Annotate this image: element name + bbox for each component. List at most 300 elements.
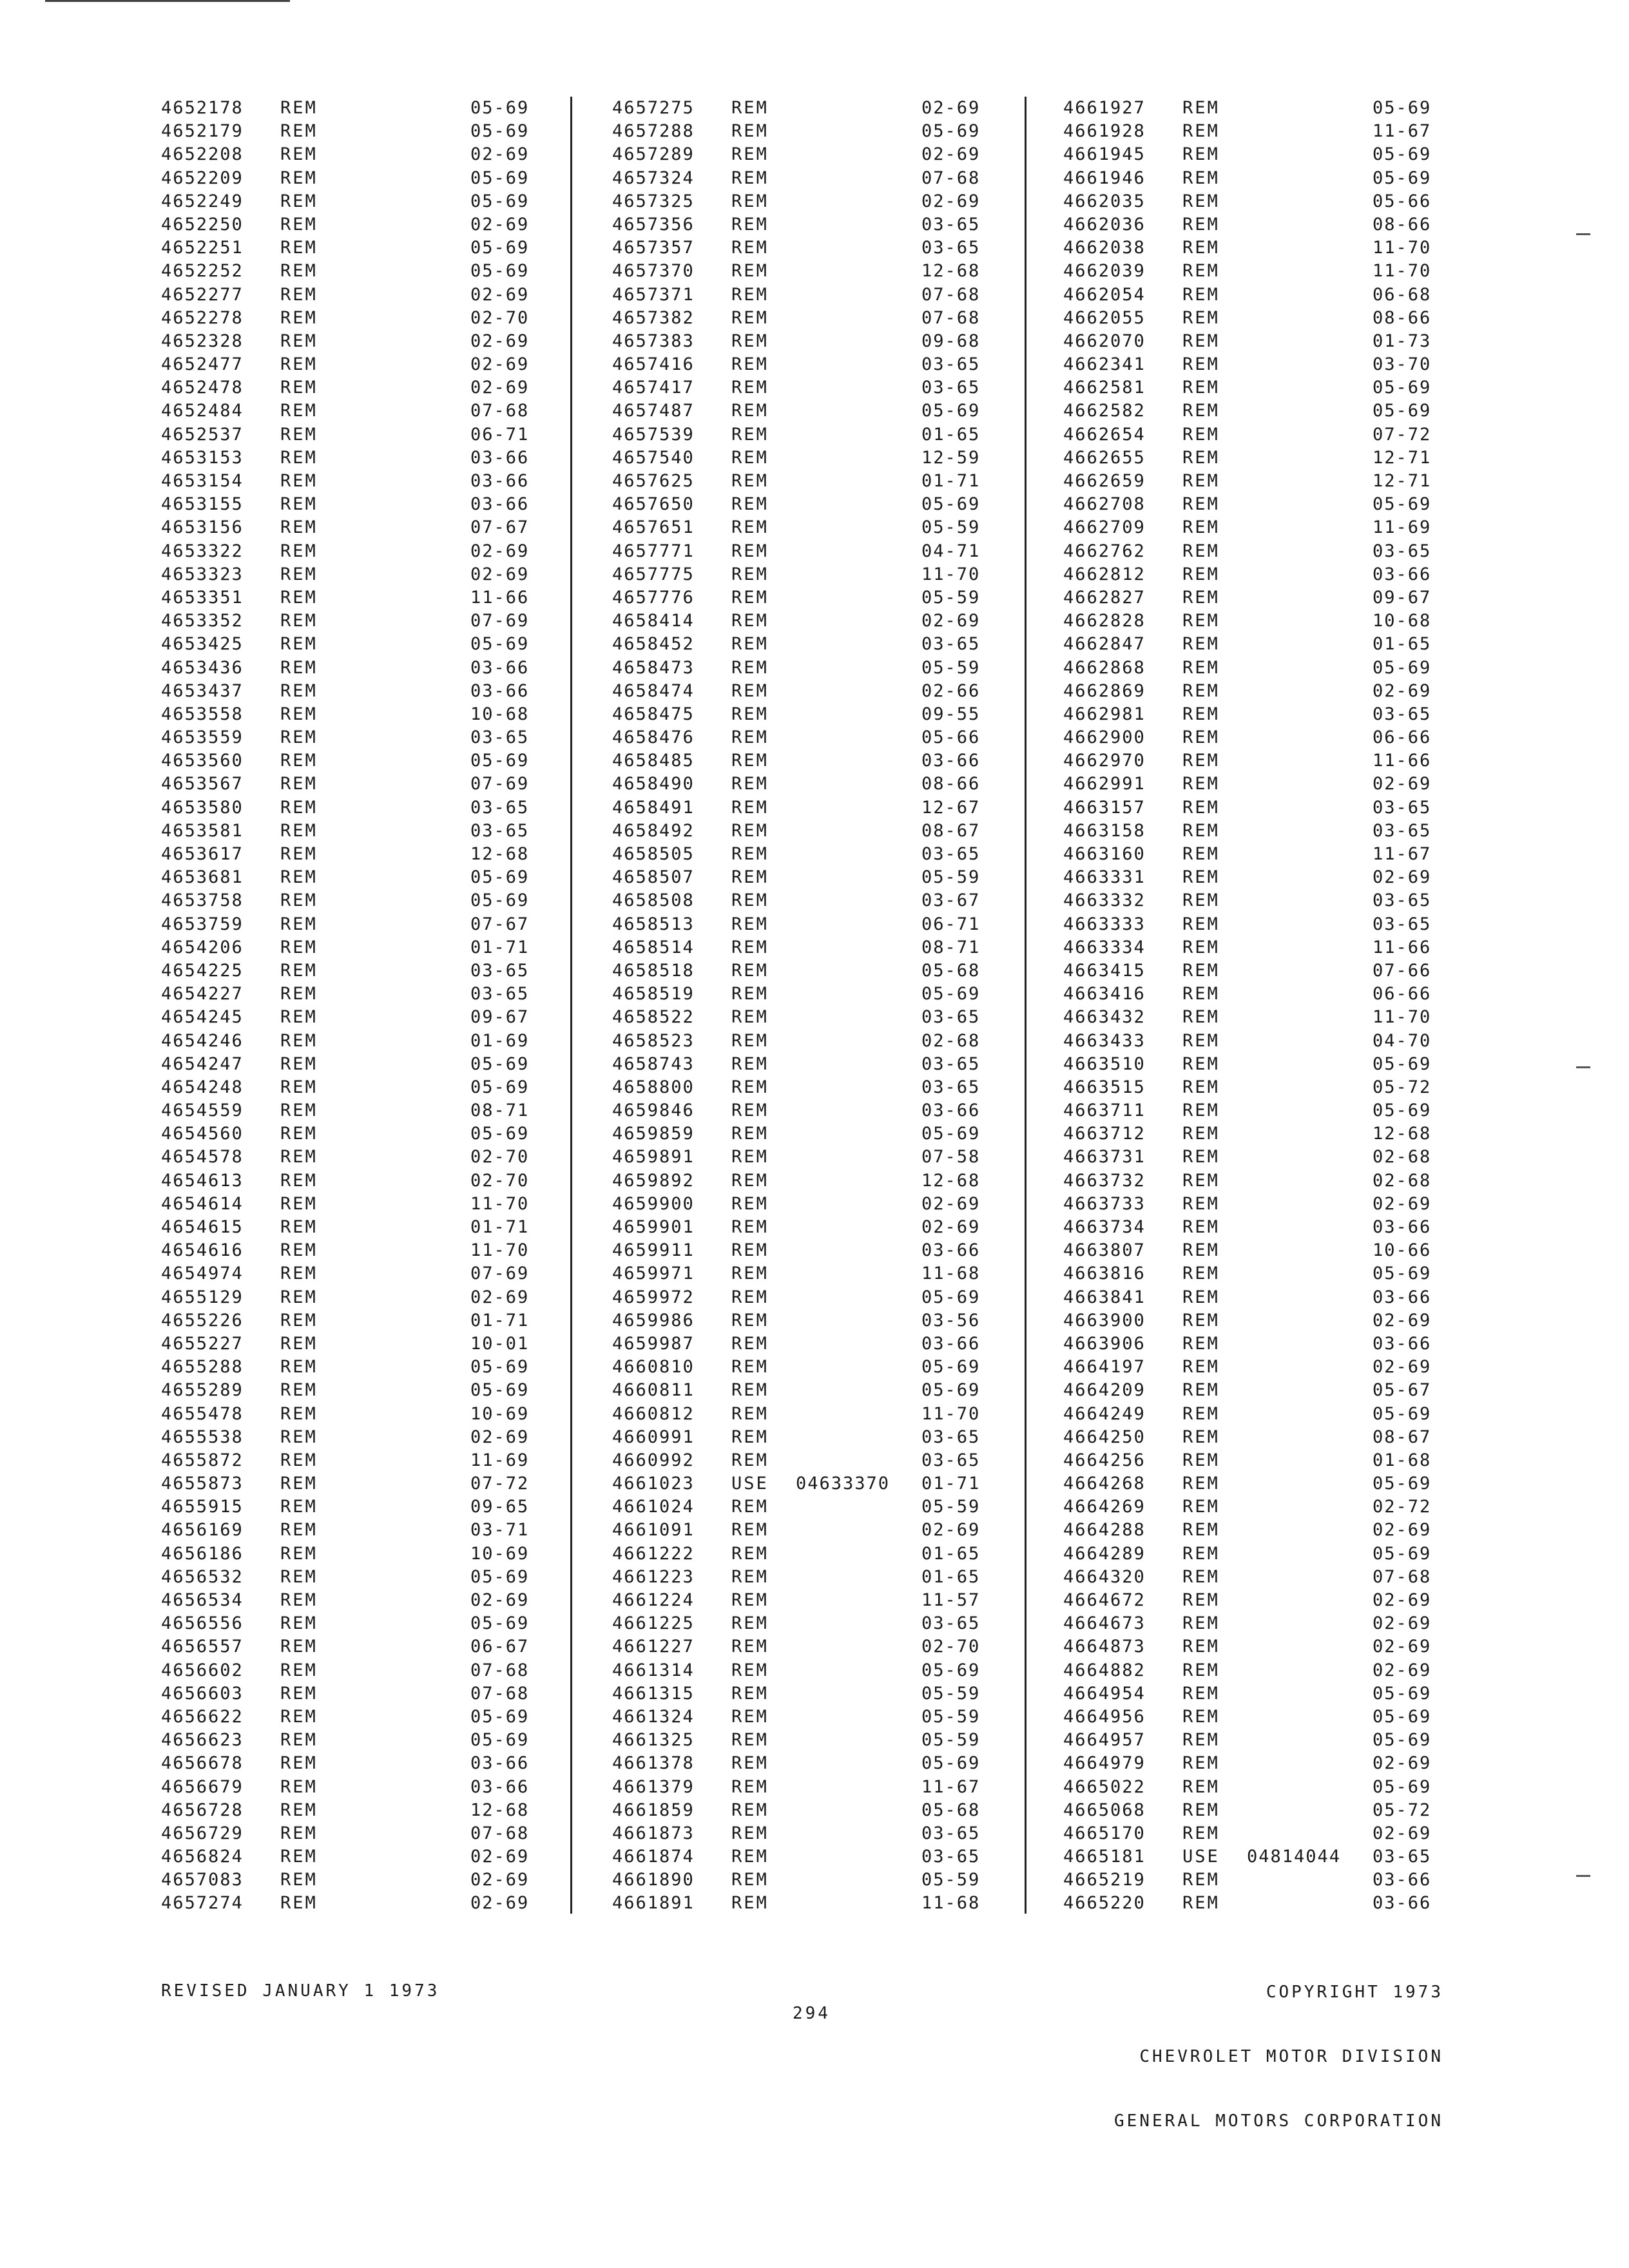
part-part: 4656679 [161, 1776, 244, 1797]
part-date: 05-69 [470, 1613, 530, 1634]
part-code: REM [280, 541, 318, 561]
part-part: 4654225 [161, 960, 244, 981]
part-part: 4658491 [612, 797, 695, 818]
part-part: 4657274 [161, 1893, 244, 1914]
part-code: REM [1182, 1100, 1220, 1121]
part-part: 4664882 [1063, 1660, 1146, 1680]
part-part: 4663334 [1063, 937, 1146, 957]
part-part: 4657416 [612, 354, 695, 375]
part-part: 4665181 [1063, 1847, 1146, 1867]
part-code: REM [731, 1870, 769, 1890]
part-date: 05-69 [921, 1660, 981, 1680]
part-code: REM [1182, 1706, 1220, 1727]
part-row [1063, 1589, 1482, 1612]
part-part: 4662054 [1063, 284, 1146, 305]
part-part: 4656534 [161, 1590, 244, 1610]
part-code: REM [1182, 1124, 1220, 1144]
part-row [161, 1099, 580, 1122]
part-date: 02-69 [1373, 680, 1432, 701]
part-date: 07-68 [470, 1823, 530, 1843]
part-row [1063, 399, 1482, 423]
part-code: REM [280, 1776, 318, 1797]
part-code: REM [1182, 284, 1220, 305]
part-part: 4661378 [612, 1753, 695, 1774]
part-date: 05-69 [1373, 1100, 1432, 1121]
part-part: 4662654 [1063, 424, 1146, 445]
part-code: REM [731, 1193, 769, 1214]
part-date: 01-65 [921, 1543, 981, 1564]
part-date: 02-68 [921, 1030, 981, 1051]
part-row [612, 1216, 1031, 1239]
part-date: 01-69 [470, 1030, 530, 1051]
part-row [612, 749, 1031, 773]
part-row [612, 1332, 1031, 1356]
part-part: 4662827 [1063, 587, 1146, 608]
part-row [161, 1706, 580, 1729]
part-date: 07-72 [470, 1474, 530, 1494]
part-code: REM [280, 517, 318, 538]
part-date: 02-69 [1373, 1753, 1432, 1774]
part-code: REM [280, 1030, 318, 1051]
part-part: 4663734 [1063, 1217, 1146, 1237]
part-code: REM [1182, 1474, 1220, 1494]
part-code: REM [731, 1403, 769, 1424]
part-part: 4665219 [1063, 1870, 1146, 1890]
part-code: REM [1182, 564, 1220, 584]
part-date: 02-69 [470, 354, 530, 375]
part-date: 04-70 [1373, 1030, 1432, 1051]
part-code: REM [731, 1170, 769, 1191]
part-part: 4657776 [612, 587, 695, 608]
part-row [612, 1099, 1031, 1122]
part-row [1063, 703, 1482, 726]
part-date: 11-67 [921, 1776, 981, 1797]
part-code: REM [1182, 424, 1220, 445]
part-part: 4660812 [612, 1403, 695, 1424]
scan-edge-mark [45, 0, 290, 2]
part-part: 4661946 [1063, 168, 1146, 188]
copyright-line: CHEVROLET MOTOR DIVISION [1139, 2047, 1443, 2066]
part-date: 03-56 [921, 1310, 981, 1331]
part-code: REM [280, 1543, 318, 1564]
part-code: REM [1182, 611, 1220, 631]
part-date: 05-69 [1373, 144, 1432, 165]
part-part: 4652250 [161, 214, 244, 235]
part-code: REM [1182, 774, 1220, 794]
part-part: 4658476 [612, 727, 695, 748]
part-row [1063, 563, 1482, 586]
part-code: REM [731, 1380, 769, 1401]
part-date: 03-65 [921, 378, 981, 398]
part-part: 4665022 [1063, 1776, 1146, 1797]
part-date: 03-65 [921, 1450, 981, 1470]
part-row [612, 330, 1031, 353]
part-part: 4658505 [612, 844, 695, 864]
part-code: REM [280, 1847, 318, 1867]
part-row [161, 330, 580, 353]
part-row [612, 1472, 1031, 1495]
part-part: 4662708 [1063, 494, 1146, 515]
part-row [161, 167, 580, 190]
part-date: 02-69 [921, 611, 981, 631]
part-date: 09-67 [1373, 587, 1432, 608]
part-row [612, 936, 1031, 959]
part-code: REM [731, 1683, 769, 1704]
part-date: 08-67 [1373, 1427, 1432, 1447]
part-code: REM [1182, 844, 1220, 864]
part-date: 05-69 [921, 984, 981, 1004]
part-row [1063, 1892, 1482, 1915]
part-code: REM [280, 1800, 318, 1820]
part-date: 08-66 [1373, 214, 1432, 235]
part-row [1063, 1076, 1482, 1099]
part-row [1063, 1239, 1482, 1262]
part-date: 05-69 [1373, 1730, 1432, 1751]
part-date: 02-69 [470, 564, 530, 584]
part-row [612, 213, 1031, 236]
part-row [612, 1589, 1031, 1612]
part-date: 09-67 [470, 1007, 530, 1028]
part-code: REM [731, 354, 769, 375]
part-date: 04-71 [921, 541, 981, 561]
part-part: 4652478 [161, 378, 244, 398]
part-code: REM [280, 238, 318, 258]
part-code: REM [731, 98, 769, 118]
part-row [612, 657, 1031, 680]
part-date: 05-72 [1373, 1800, 1432, 1820]
part-code: REM [731, 1543, 769, 1564]
part-part: 4656169 [161, 1520, 244, 1541]
part-code: REM [280, 1660, 318, 1680]
part-part: 4664672 [1063, 1590, 1146, 1610]
part-row [1063, 1542, 1482, 1566]
part-part: 4658474 [612, 680, 695, 701]
part-date: 03-65 [1373, 797, 1432, 818]
part-date: 11-67 [1373, 844, 1432, 864]
part-code: REM [1182, 1823, 1220, 1843]
part-part: 4662868 [1063, 657, 1146, 678]
part-part: 4654615 [161, 1217, 244, 1237]
part-row [161, 1262, 580, 1285]
part-date: 08-67 [921, 820, 981, 841]
part-part: 4662847 [1063, 634, 1146, 655]
part-row [1063, 1262, 1482, 1285]
part-row [161, 1030, 580, 1053]
part-part: 4664250 [1063, 1427, 1146, 1447]
part-row [161, 307, 580, 330]
part-row [612, 236, 1031, 260]
part-date: 03-66 [470, 657, 530, 678]
part-row [161, 820, 580, 843]
part-code: REM [1182, 401, 1220, 421]
part-code: REM [731, 1753, 769, 1774]
part-part: 4654247 [161, 1053, 244, 1074]
part-row [161, 1076, 580, 1099]
part-code: REM [1182, 1520, 1220, 1541]
part-part: 4658523 [612, 1030, 695, 1051]
part-row [161, 796, 580, 820]
part-part: 4663712 [1063, 1124, 1146, 1144]
part-row [161, 1635, 580, 1658]
part-date: 11-70 [470, 1193, 530, 1214]
part-date: 02-69 [470, 1847, 530, 1867]
part-row [612, 120, 1031, 143]
part-row [1063, 447, 1482, 470]
part-code: REM [280, 401, 318, 421]
part-row [612, 540, 1031, 563]
part-code: REM [280, 680, 318, 701]
part-date: 06-68 [1373, 284, 1432, 305]
part-date: 11-68 [921, 1893, 981, 1914]
part-code: REM [731, 680, 769, 701]
part-row [1063, 1426, 1482, 1449]
part-date: 10-66 [1373, 1240, 1432, 1261]
part-part: 4653436 [161, 657, 244, 678]
part-date: 11-70 [1373, 261, 1432, 282]
part-date: 10-68 [470, 704, 530, 724]
part-part: 4658518 [612, 960, 695, 981]
part-part: 4652278 [161, 307, 244, 328]
part-code: REM [280, 1870, 318, 1890]
part-row [612, 1286, 1031, 1309]
part-date: 05-59 [921, 1730, 981, 1751]
part-code: REM [280, 378, 318, 398]
part-date: 07-68 [470, 1683, 530, 1704]
part-part: 4660811 [612, 1380, 695, 1401]
part-date: 05-59 [921, 517, 981, 538]
part-code: REM [1182, 168, 1220, 188]
part-code: REM [1182, 354, 1220, 375]
part-part: 4661023 [612, 1474, 695, 1494]
part-row [1063, 657, 1482, 680]
part-row [161, 1472, 580, 1495]
part-row [612, 423, 1031, 447]
part-date: 02-69 [1373, 1357, 1432, 1378]
part-date: 01-65 [921, 424, 981, 445]
part-date: 05-69 [1373, 401, 1432, 421]
part-part: 4661379 [612, 1776, 695, 1797]
part-row [1063, 1799, 1482, 1822]
part-part: 4652208 [161, 144, 244, 165]
part-row [612, 1449, 1031, 1472]
part-date: 05-69 [470, 1380, 530, 1401]
part-date: 05-59 [921, 1683, 981, 1704]
part-part: 4662038 [1063, 238, 1146, 258]
part-date: 03-65 [921, 1053, 981, 1074]
part-date: 07-68 [921, 168, 981, 188]
part-code: REM [280, 98, 318, 118]
part-part: 4661325 [612, 1730, 695, 1751]
part-code: REM [280, 307, 318, 328]
part-code: REM [1182, 704, 1220, 724]
part-date: 11-70 [921, 564, 981, 584]
part-date: 08-66 [1373, 307, 1432, 328]
part-date: 10-69 [470, 1403, 530, 1424]
part-part: 4652178 [161, 98, 244, 118]
part-part: 4653323 [161, 564, 244, 584]
part-row [161, 843, 580, 866]
part-row [1063, 1099, 1482, 1122]
part-part: 4663415 [1063, 960, 1146, 981]
part-part: 4659911 [612, 1240, 695, 1261]
part-code: REM [280, 284, 318, 305]
part-date: 02-69 [921, 1217, 981, 1237]
part-part: 4663711 [1063, 1100, 1146, 1121]
part-part: 4659986 [612, 1310, 695, 1331]
part-code: REM [731, 121, 769, 142]
part-code: REM [1182, 1566, 1220, 1587]
part-part: 4652179 [161, 121, 244, 142]
part-code: REM [280, 168, 318, 188]
part-part: 4659900 [612, 1193, 695, 1214]
part-code: REM [1182, 1497, 1220, 1517]
part-row [1063, 1845, 1482, 1869]
part-code: REM [1182, 378, 1220, 398]
part-part: 4653759 [161, 914, 244, 934]
part-code: REM [731, 774, 769, 794]
part-code: REM [280, 1333, 318, 1354]
part-code: REM [1182, 494, 1220, 515]
part-code: REM [280, 1427, 318, 1447]
parts-column-2 [612, 97, 1031, 1916]
part-row [612, 1262, 1031, 1285]
part-date: 05-69 [470, 98, 530, 118]
part-date: 05-68 [921, 1800, 981, 1820]
part-code: REM [731, 937, 769, 957]
part-code: REM [280, 1893, 318, 1914]
part-date: 10-69 [470, 1543, 530, 1564]
part-row [1063, 843, 1482, 866]
part-date: 05-59 [921, 587, 981, 608]
part-part: 4652328 [161, 331, 244, 351]
part-code: REM [1182, 1240, 1220, 1261]
part-row [1063, 376, 1482, 399]
part-code: REM [1182, 1637, 1220, 1657]
part-row [612, 773, 1031, 796]
part-part: 4654616 [161, 1240, 244, 1261]
part-part: 4658522 [612, 1007, 695, 1028]
part-row [612, 563, 1031, 586]
part-row [161, 1682, 580, 1706]
part-date: 03-66 [921, 1100, 981, 1121]
part-date: 06-71 [470, 424, 530, 445]
part-row [161, 1589, 580, 1612]
part-code: REM [1182, 1590, 1220, 1610]
part-part: 4653351 [161, 587, 244, 608]
part-row [612, 983, 1031, 1006]
part-row [161, 959, 580, 983]
part-part: 4652251 [161, 238, 244, 258]
part-row [612, 866, 1031, 889]
part-code: REM [280, 844, 318, 864]
part-date: 12-71 [1373, 447, 1432, 468]
part-row [161, 1169, 580, 1193]
part-code: REM [731, 238, 769, 258]
part-row [612, 1776, 1031, 1799]
part-date: 03-65 [921, 1847, 981, 1867]
part-row [1063, 936, 1482, 959]
part-code: REM [731, 1333, 769, 1354]
part-row [612, 633, 1031, 656]
part-part: 4655478 [161, 1403, 244, 1424]
part-date: 09-55 [921, 704, 981, 724]
part-code: REM [280, 937, 318, 957]
part-code: REM [280, 1730, 318, 1751]
part-row [161, 470, 580, 493]
part-part: 4663332 [1063, 890, 1146, 911]
part-date: 05-59 [921, 1870, 981, 1890]
part-row [161, 120, 580, 143]
part-date: 09-68 [921, 331, 981, 351]
part-part: 4652249 [161, 191, 244, 211]
part-code: REM [731, 1007, 769, 1028]
part-code: REM [731, 1823, 769, 1843]
part-part: 4661324 [612, 1706, 695, 1727]
part-part: 4654974 [161, 1264, 244, 1284]
part-code: REM [731, 657, 769, 678]
part-row [1063, 284, 1482, 307]
part-row [161, 190, 580, 213]
part-code: REM [280, 890, 318, 911]
part-code: REM [1182, 867, 1220, 888]
part-part: 4661874 [612, 1847, 695, 1867]
part-code: REM [731, 1590, 769, 1610]
part-part: 4658452 [612, 634, 695, 655]
part-code: REM [1182, 1147, 1220, 1168]
part-part: 4652477 [161, 354, 244, 375]
part-row [612, 610, 1031, 633]
part-row [1063, 1612, 1482, 1635]
part-date: 05-66 [921, 727, 981, 748]
part-date: 02-69 [1373, 774, 1432, 794]
part-code: REM [1182, 797, 1220, 818]
part-part: 4653437 [161, 680, 244, 701]
part-row [1063, 889, 1482, 912]
part-date: 02-69 [1373, 1590, 1432, 1610]
part-date: 03-65 [1373, 541, 1432, 561]
part-date: 02-70 [470, 307, 530, 328]
part-row [612, 1542, 1031, 1566]
part-part: 4654614 [161, 1193, 244, 1214]
part-part: 4662581 [1063, 378, 1146, 398]
part-code: REM [1182, 214, 1220, 235]
part-date: 05-69 [921, 1124, 981, 1144]
part-row [612, 1146, 1031, 1169]
part-part: 4654248 [161, 1077, 244, 1097]
part-part: 4654560 [161, 1124, 244, 1144]
part-code: REM [1182, 1380, 1220, 1401]
part-part: 4663807 [1063, 1240, 1146, 1261]
part-code: REM [731, 1310, 769, 1331]
part-part: 4652537 [161, 424, 244, 445]
part-code: REM [731, 1613, 769, 1634]
part-row [612, 680, 1031, 703]
part-part: 4658414 [612, 611, 695, 631]
part-code: REM [1182, 1310, 1220, 1331]
part-code: REM [731, 1030, 769, 1051]
part-part: 4658513 [612, 914, 695, 934]
part-part: 4653559 [161, 727, 244, 748]
part-date: 02-69 [1373, 1660, 1432, 1680]
part-code: REM [731, 960, 769, 981]
part-part: 4662869 [1063, 680, 1146, 701]
part-date: 02-69 [470, 541, 530, 561]
part-code: REM [280, 1170, 318, 1191]
part-part: 4656728 [161, 1800, 244, 1820]
part-part: 4661024 [612, 1497, 695, 1517]
part-part: 4653681 [161, 867, 244, 888]
part-part: 4653758 [161, 890, 244, 911]
